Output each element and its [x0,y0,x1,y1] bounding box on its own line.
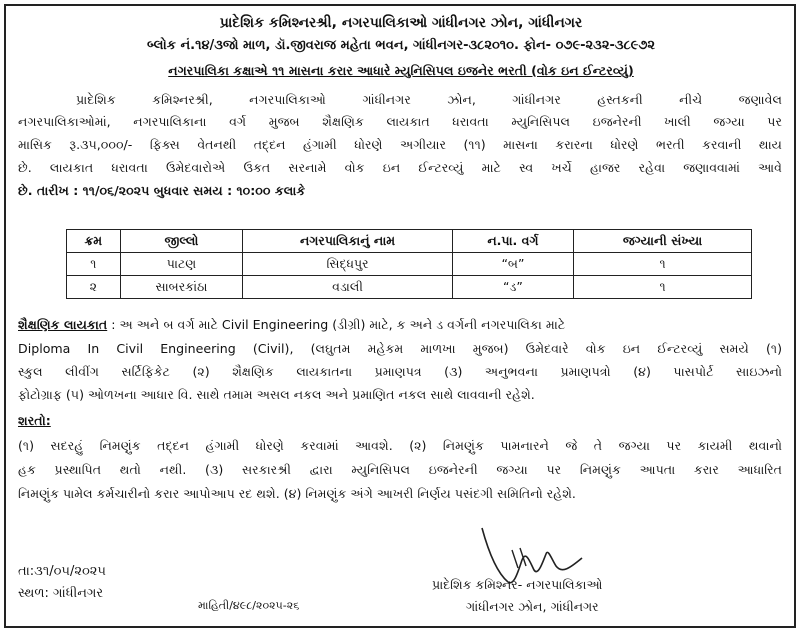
reference-number: માહિતી/૪૯૮/૨૦૨૫-૨૬ [198,599,300,612]
cell-posts: ૧ [574,253,752,276]
cell-municipality: વડાલી [243,276,453,299]
vacancy-table [66,229,752,299]
intro-line-4: છે. લાયકાત ધરાવતા ઉમેદવારોએ ઉકત સરનામે વોક ઇન ઈન્ટરવ્યું માટે સ્વ ખર્ચે હાજર રહેવા જણાવવામાં આવે [18,160,782,175]
intro-line-1: પ્રાદેશિક કમિશ્નરશ્રી, નગરપાલિકાઓ ગાંધીનગર ઝોન, ગાંધીનગર હસ્તકની નીચે જણાવેલ [76,92,782,107]
cell-serial: ૨ [67,276,121,299]
cell-class: “ડ” [452,276,573,299]
terms-line-3: નિમણુંક પામેલ કર્મચારીનો કરાર આપોઆપ રદ થશે. (૪) નિમણુંક અંગે આખરી નિર્ણય પસંદગી સમિતિનો રહેશે. [18,486,576,501]
terms-heading: શરતો: [18,413,51,428]
qualification-line-1-wrap [18,316,782,334]
notice-subject: નગરપાલિકા કક્ષાએ ૧૧ માસના કરાર આધારે મ્યુનિસિપલ ઇજનેર ભરતી (વોક ઇન ઈન્ટરવ્યું) [168,63,634,78]
qualification-line-4: ફોટોગ્રાફ (૫) ઓળખના આધાર વિ. સાથે તમામ અસલ નકલ અને પ્રમાણિત નકલ સાથે લાવવાની રહેશે. [18,387,535,402]
col-header-class: ન.પા. વર્ગ [452,230,573,253]
terms-line-2: હક પ્રસ્થાપિત થતો નથી. (૩) સરકારશ્રી દ્વારા મ્યુનિસિપલ ઇજનેરની જગ્યા પર નિમણુંક આપતા કરાર આધારિત [18,462,782,477]
signatory-designation: પ્રાદેશિક કમિશ્નર- નગરપાલિકાઓ [432,577,603,592]
cell-municipality: સિદ્ધપુર [243,253,453,276]
col-header-posts: જગ્યાની સંખ્યા [574,230,752,253]
table-header-row [67,230,752,253]
cell-district: સાબરકાંઠા [120,276,243,299]
signatory-office: ગાંધીનગર ઝોન, ગાંધીનગર [466,599,599,614]
terms-line-1: (૧) સદરહું નિમણુંક તદ્દન હંગામી ધોરણે કરવામાં આવશે. (૨) નિમણુંક પામનારને જે તે જગ્યા પર કાયમી થવાનો [18,438,782,453]
notice-date: તા:૩૧/૦૫/૨૦૨૫ [18,564,106,579]
intro-line-3: માસિક રૂ.૩૫,૦૦૦/- ફિક્સ વેતનથી તદ્દન હંગામી ધોરણે અગીયાર (૧૧) માસના કરારના ધોરણે ભરતી કરવાની થાય [18,137,782,152]
cell-serial: ૧ [67,253,121,276]
cell-class: “બ” [452,253,573,276]
qualification-heading: શૈક્ષણિક લાયકાત [18,317,108,332]
qualification-line-2: Diploma In Civil Engineering (Civil), (લઘુતમ મહેકમ માળખા મુજબ) ઉમેદવારે વોક ઇન ઈન્ટરવ્યું સમયે (૧) [18,341,782,356]
cell-posts: ૧ [574,276,752,299]
notice-place: સ્થળ: ગાંધીનગર [18,586,104,601]
qualification-line-3: સ્કુલ લીવીંગ સર્ટિફિકેટ (૨) શૈક્ષણિક લાયકાતના પ્રમાણપત્ર (૩) અનુભવના પ્રમાણપત્રો (૪) પાસપોર્ટ સાઇઝનો [18,364,782,379]
col-header-serial: ક્રમ [67,230,121,253]
cell-district: પાટણ [120,253,243,276]
col-header-municipality: નગરપાલિકાનું નામ [243,230,453,253]
intro-line-2: નગરપાલિકાઓમાં, નગરપાલિકાના વર્ગ મુજબ શૈક્ષણિક લાયકાત ધરાવતા મ્યુનિસિપલ ઇજનેરની ખાલી જગ્યા પર [18,114,782,129]
table-row [67,276,752,299]
col-header-district: જીલ્લો [120,230,243,253]
qualification-line-1: : અ અને બ વર્ગ માટે Civil Engineering (ડીગ્રી) માટે, ક અને ડ વર્ગની નગરપાલિકા માટે [111,317,566,332]
table-row [67,253,752,276]
office-address: બ્લોક નં.૧૪/૩જો માળ, ડૉ.જીવરાજ મહેતા ભવન, ગાંધીનગર-૩૮૨૦૧૦. ફોન- ૦૭૯-૨૩૨-૩૮૯૭૨ [146,38,656,53]
office-title: પ્રાદેશિક કમિશ્નરશ્રી, નગરપાલિકાઓ ગાંધીનગર ઝોન, ગાંધીનગર [219,15,583,31]
interview-date: છે. તારીખ : ૧૧/૦૬/૨૦૨૫ બુધવાર સમય : ૧૦:૦૦ કલાકે [18,183,306,198]
